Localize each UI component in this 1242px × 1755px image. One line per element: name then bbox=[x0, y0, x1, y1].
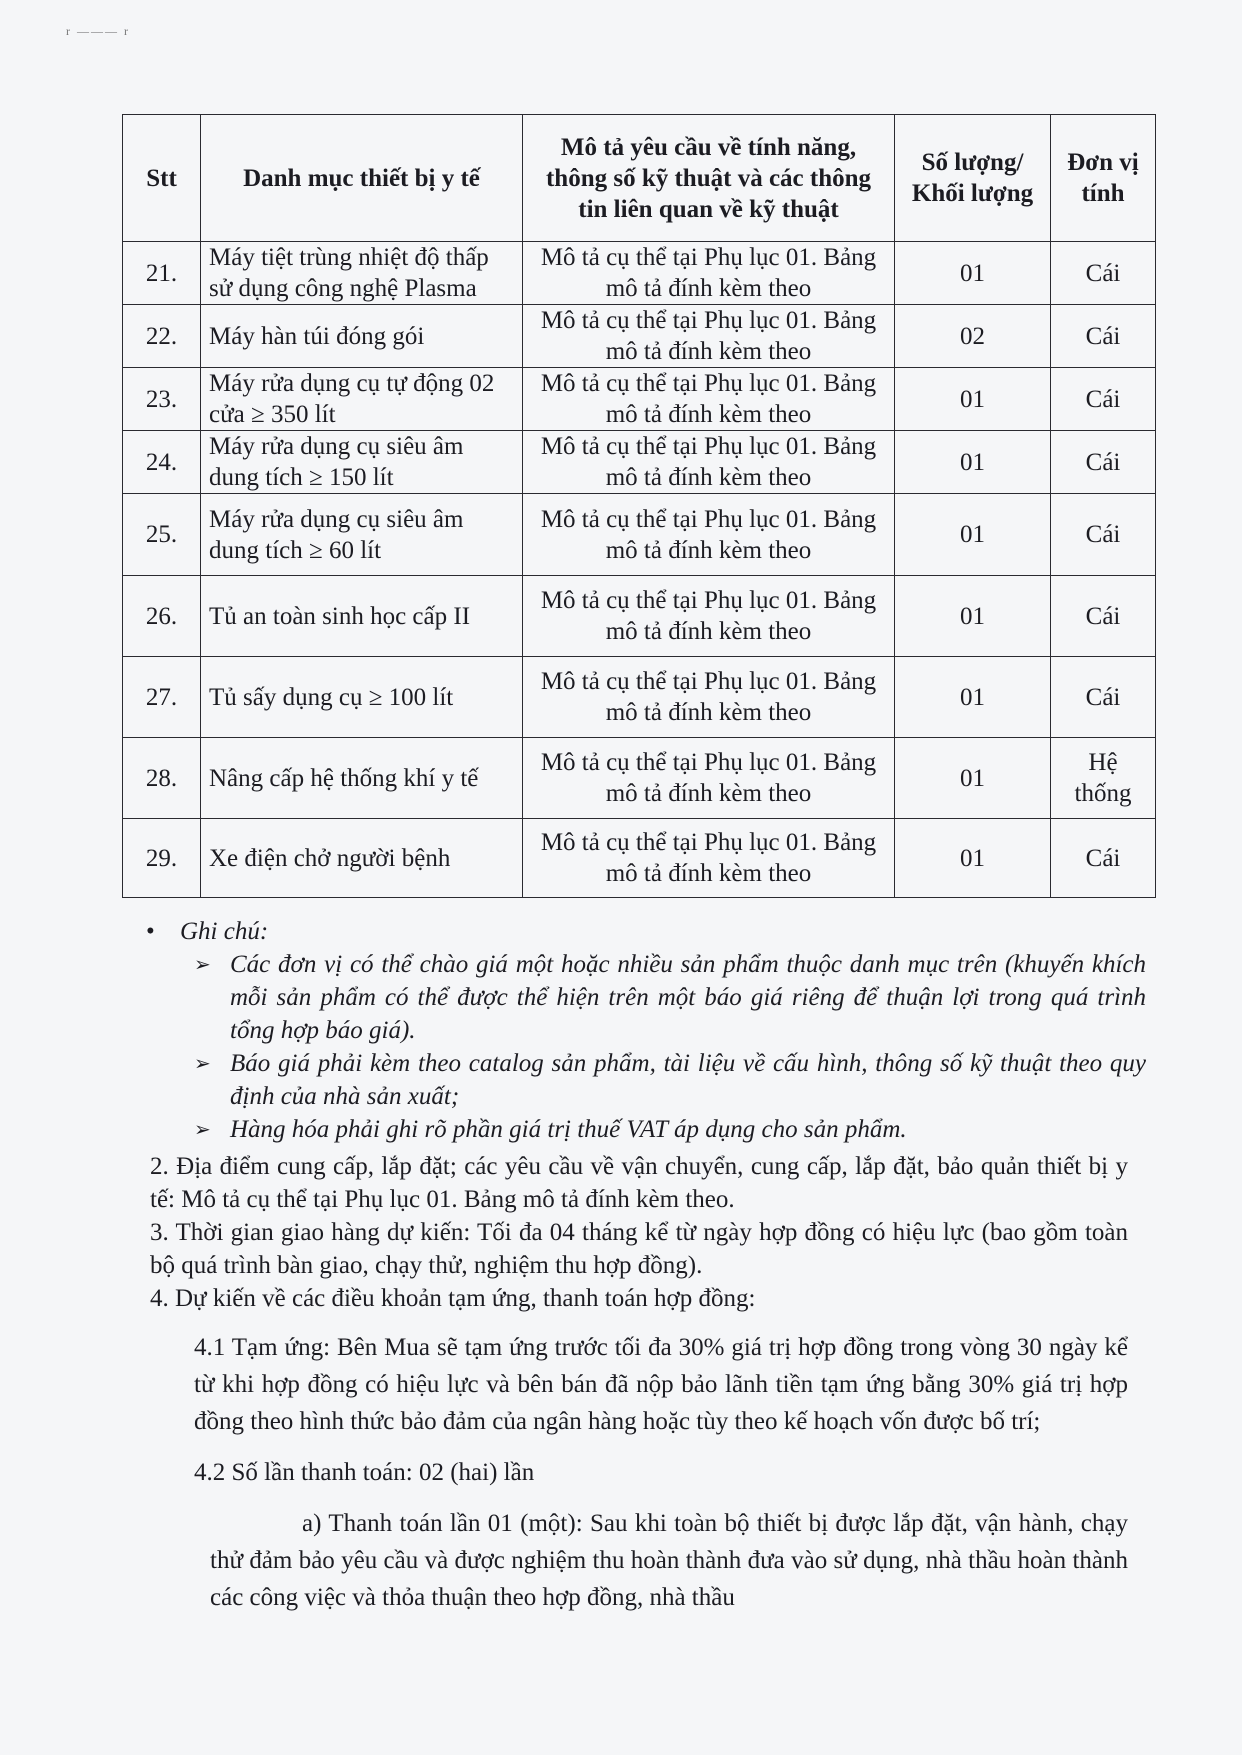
notes-section bbox=[146, 915, 1146, 1146]
arrow-bullet-icon: ➢ bbox=[194, 1117, 211, 1141]
row-name: Máy rửa dụng cụ tự động 02 cửa ≥ 350 lít bbox=[201, 368, 523, 431]
row-name: Máy rửa dụng cụ siêu âm dung tích ≥ 60 lít bbox=[201, 494, 523, 576]
row-description: Mô tả cụ thể tại Phụ lục 01. Bảng mô tả đính kèm theo bbox=[523, 494, 895, 576]
table-row bbox=[123, 819, 1156, 898]
row-unit: Cái bbox=[1051, 494, 1156, 576]
row-unit: Cái bbox=[1051, 305, 1156, 368]
row-quantity: 01 bbox=[895, 494, 1051, 576]
row-description: Mô tả cụ thể tại Phụ lục 01. Bảng mô tả đính kèm theo bbox=[523, 738, 895, 819]
notes-list bbox=[146, 948, 1146, 1146]
table-row bbox=[123, 242, 1156, 305]
row-unit: Cái bbox=[1051, 431, 1156, 494]
row-unit: Cái bbox=[1051, 819, 1156, 898]
row-quantity: 01 bbox=[895, 819, 1051, 898]
paragraph-delivery-time: 3. Thời gian giao hàng dự kiến: Tối đa 04 tháng kể từ ngày hợp đồng có hiệu lực (bao gồm toàn bộ quá trình bàn giao, chạy thử, nghiệm thu hợp đồng). bbox=[150, 1219, 1128, 1279]
table-row bbox=[123, 368, 1156, 431]
row-unit: Cái bbox=[1051, 657, 1156, 738]
row-name: Máy rửa dụng cụ siêu âm dung tích ≥ 150 lít bbox=[201, 431, 523, 494]
row-quantity: 01 bbox=[895, 431, 1051, 494]
row-stt: 24. bbox=[123, 431, 201, 494]
row-stt: 21. bbox=[123, 242, 201, 305]
header-unit: Đơn vị tính bbox=[1051, 115, 1156, 242]
notes-heading: Ghi chú: bbox=[180, 918, 269, 945]
row-unit: Cái bbox=[1051, 242, 1156, 305]
paragraph-payment-terms: 4. Dự kiến về các điều khoản tạm ứng, thanh toán hợp đồng: bbox=[150, 1285, 756, 1312]
row-name: Tủ an toàn sinh học cấp II bbox=[201, 576, 523, 657]
row-stt: 23. bbox=[123, 368, 201, 431]
row-quantity: 01 bbox=[895, 657, 1051, 738]
header-name: Danh mục thiết bị y tế bbox=[201, 115, 523, 242]
paragraph-advance-payment: 4.1 Tạm ứng: Bên Mua sẽ tạm ứng trước tối đa 30% giá trị hợp đồng trong vòng 30 ngày kể từ khi hợp đồng có hiệu lực và bên bán đã nộp bảo lãnh tiền tạm ứng bằng 30% giá trị hợp đồng theo hình thức bảo đảm của ngân hàng hoặc tùy theo kế hoạch vốn được bố trí; bbox=[194, 1334, 1128, 1435]
row-name: Tủ sấy dụng cụ ≥ 100 lít bbox=[201, 657, 523, 738]
row-quantity: 01 bbox=[895, 576, 1051, 657]
row-quantity: 02 bbox=[895, 305, 1051, 368]
note-text: Báo giá phải kèm theo catalog sản phẩm, tài liệu về cấu hình, thông số kỹ thuật theo quy định của nhà sản xuất; bbox=[230, 1050, 1146, 1110]
row-stt: 28. bbox=[123, 738, 201, 819]
notes-heading-line bbox=[146, 915, 1146, 948]
equipment-table bbox=[122, 114, 1156, 898]
row-quantity: 01 bbox=[895, 368, 1051, 431]
row-quantity: 01 bbox=[895, 242, 1051, 305]
row-description: Mô tả cụ thể tại Phụ lục 01. Bảng mô tả đính kèm theo bbox=[523, 819, 895, 898]
row-description: Mô tả cụ thể tại Phụ lục 01. Bảng mô tả đính kèm theo bbox=[523, 576, 895, 657]
header-description: Mô tả yêu cầu về tính năng, thông số kỹ thuật và các thông tin liên quan về kỹ thuật bbox=[523, 115, 895, 242]
table-row bbox=[123, 431, 1156, 494]
row-name: Xe điện chở người bệnh bbox=[201, 819, 523, 898]
row-unit: Cái bbox=[1051, 368, 1156, 431]
row-stt: 27. bbox=[123, 657, 201, 738]
arrow-bullet-icon: ➢ bbox=[194, 952, 211, 976]
scan-mark: r ——— r bbox=[66, 24, 130, 38]
note-text: Hàng hóa phải ghi rõ phần giá trị thuế VAT áp dụng cho sản phẩm. bbox=[230, 1116, 907, 1143]
row-name: Nâng cấp hệ thống khí y tế bbox=[201, 738, 523, 819]
paragraph-payment-count: 4.2 Số lần thanh toán: 02 (hai) lần bbox=[194, 1459, 535, 1486]
table-row bbox=[123, 494, 1156, 576]
table-row bbox=[123, 305, 1156, 368]
header-quantity: Số lượng/ Khối lượng bbox=[895, 115, 1051, 242]
row-description: Mô tả cụ thể tại Phụ lục 01. Bảng mô tả đính kèm theo bbox=[523, 657, 895, 738]
table-row bbox=[123, 738, 1156, 819]
row-unit: Cái bbox=[1051, 576, 1156, 657]
table-header-row bbox=[123, 115, 1156, 242]
row-description: Mô tả cụ thể tại Phụ lục 01. Bảng mô tả đính kèm theo bbox=[523, 242, 895, 305]
list-item bbox=[194, 1047, 1146, 1113]
row-description: Mô tả cụ thể tại Phụ lục 01. Bảng mô tả đính kèm theo bbox=[523, 431, 895, 494]
note-text: Các đơn vị có thể chào giá một hoặc nhiều sản phẩm thuộc danh mục trên (khuyến khích mỗi sản phẩm có thể được thể hiện trên một báo giá riêng để thuận lợi trong quá trình tổng hợp báo giá). bbox=[230, 951, 1146, 1044]
table-row bbox=[123, 576, 1156, 657]
list-item bbox=[194, 948, 1146, 1047]
row-name: Máy tiệt trùng nhiệt độ thấp sử dụng công nghệ Plasma bbox=[201, 242, 523, 305]
row-description: Mô tả cụ thể tại Phụ lục 01. Bảng mô tả đính kèm theo bbox=[523, 368, 895, 431]
row-stt: 25. bbox=[123, 494, 201, 576]
list-item bbox=[194, 1113, 1146, 1146]
row-stt: 29. bbox=[123, 819, 201, 898]
bullet-icon: • bbox=[146, 918, 155, 945]
body-text bbox=[150, 1150, 1128, 1616]
row-stt: 22. bbox=[123, 305, 201, 368]
row-name: Máy hàn túi đóng gói bbox=[201, 305, 523, 368]
row-stt: 26. bbox=[123, 576, 201, 657]
row-unit: Hệ thống bbox=[1051, 738, 1156, 819]
paragraph-delivery-location: 2. Địa điểm cung cấp, lắp đặt; các yêu cầu về vận chuyển, cung cấp, lắp đặt, bảo quản thiết bị y tế: Mô tả cụ thể tại Phụ lục 01. Bảng mô tả đính kèm theo. bbox=[150, 1153, 1128, 1213]
row-description: Mô tả cụ thể tại Phụ lục 01. Bảng mô tả đính kèm theo bbox=[523, 305, 895, 368]
table-row bbox=[123, 657, 1156, 738]
arrow-bullet-icon: ➢ bbox=[194, 1051, 211, 1075]
row-quantity: 01 bbox=[895, 738, 1051, 819]
paragraph-first-payment: a) Thanh toán lần 01 (một): Sau khi toàn bộ thiết bị được lắp đặt, vận hành, chạy thử đảm bảo yêu cầu và được nghiệm thu hoàn thành đưa vào sử dụng, nhà thầu hoàn thành các công việc và thỏa thuận theo hợp đồng, nhà thầu bbox=[210, 1510, 1128, 1611]
header-stt: Stt bbox=[123, 115, 201, 242]
